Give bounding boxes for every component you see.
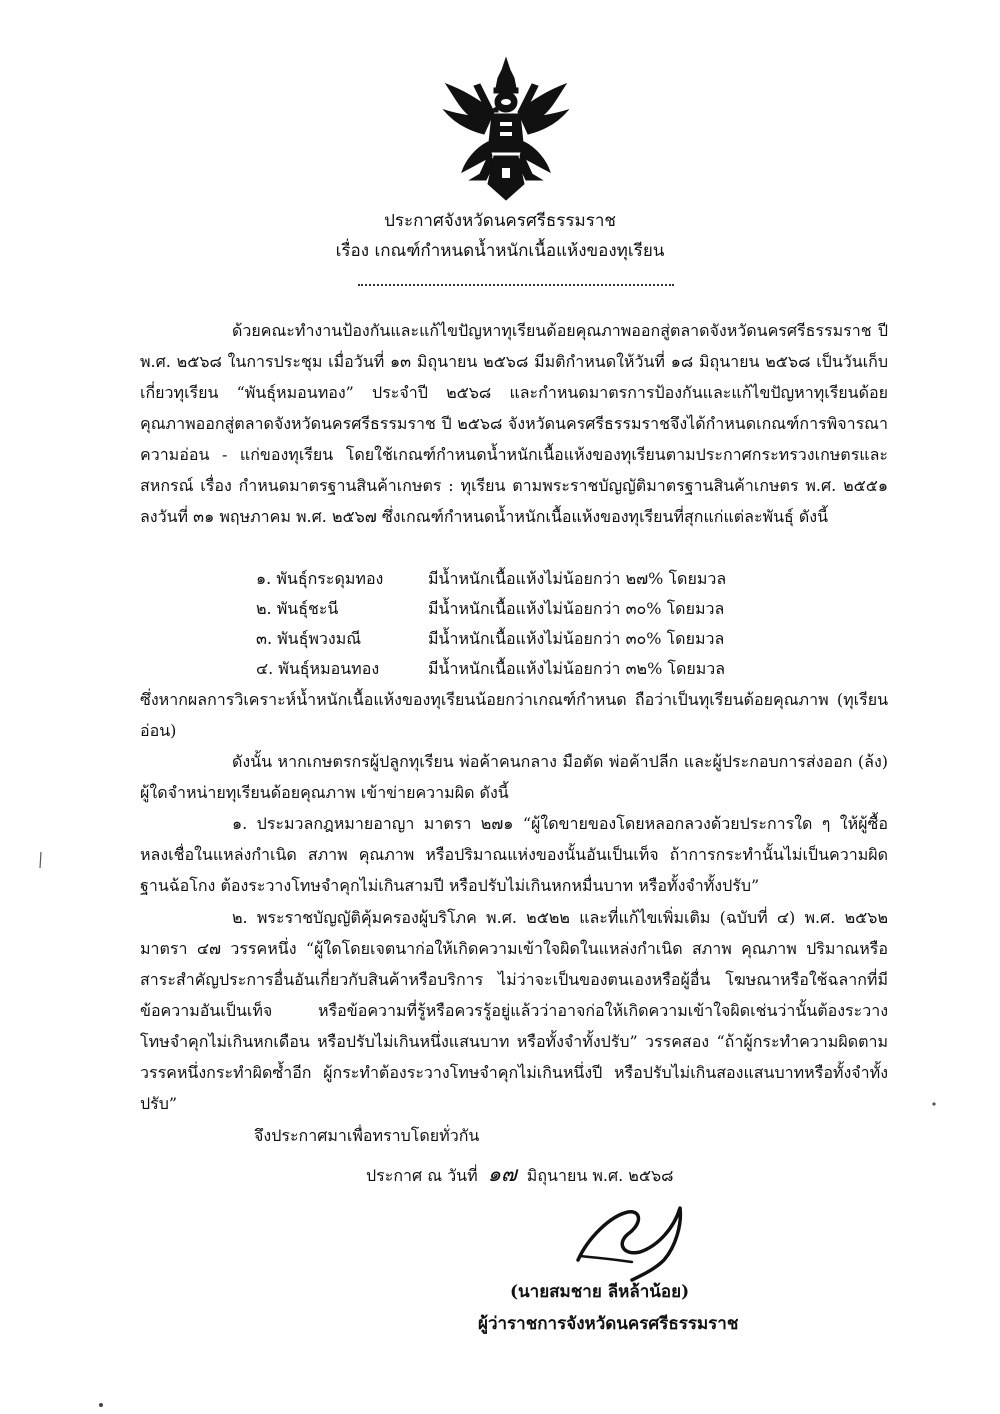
- subject-title: เรื่อง เกณฑ์กำหนดน้ำหนักเนื้อแห้งของทุเรียน: [335, 241, 665, 261]
- dateline: [366, 1160, 673, 1190]
- dateline-day: ๑๗: [487, 1162, 517, 1186]
- scan-speck: [930, 1100, 938, 1108]
- issuer-title: ประกาศจังหวัดนครศรีธรรมราช: [384, 211, 616, 231]
- variety-name: ๔. พันธุ์หมอนทอง: [256, 659, 380, 678]
- scan-speck: [96, 1400, 106, 1410]
- list-item: [256, 594, 816, 624]
- list-item: [256, 564, 816, 594]
- dateline-month-year: มิถุนายน พ.ศ. ๒๕๖๘: [526, 1166, 674, 1185]
- variety-criterion: มีน้ำหนักเนื้อแห้งไม่น้อยกว่า ๓๒% โดยมวล: [428, 659, 726, 678]
- variety-criterion: มีน้ำหนักเนื้อแห้งไม่น้อยกว่า ๓๐% โดยมวล: [428, 599, 725, 618]
- variety-name: ๒. พันธุ์ชะนี: [256, 599, 339, 618]
- variety-criterion: มีน้ำหนักเนื้อแห้งไม่น้อยกว่า ๒๗% โดยมวล: [428, 569, 727, 588]
- variety-criteria-list: [256, 564, 816, 684]
- handwritten-signature: [570, 1190, 698, 1282]
- variety-name: ๑. พันธุ์กระดุมทอง: [256, 569, 384, 588]
- criminal-code-paragraph: ๑. ประมวลกฎหมายอาญา มาตรา ๒๗๑ “ผู้ใดขายของโดยหลอกลวงด้วยประการใด ๆ ให้ผู้ซื้อหลงเชื่อในแหล่งกำเนิด สภาพ คุณภาพ หรือปริมาณแห่งของนั้นอันเป็นเท็จ ถ้าการกระทำนั้นไม่เป็นความผิดฐานฉ้อโกง ต้องระวางโทษจำคุกไม่เกินสามปี หรือปรับไม่เกินหกหมื่นบาท หรือทั้งจำทั้งปรับ”: [140, 814, 888, 895]
- dateline-prefix: ประกาศ ณ วันที่: [366, 1166, 478, 1185]
- consumer-protection-paragraph: ๒. พระราชบัญญัติคุ้มครองผู้บริโภค พ.ศ. ๒๕๒๒ และที่แก้ไขเพิ่มเติม (ฉบับที่ ๔) พ.ศ. ๒๕๖๒ มาตรา ๔๗ วรรคหนึ่ง “ผู้ใดโดยเจตนาก่อให้เกิดความเข้าใจผิดในแหล่งกำเนิด สภาพ คุณภาพ ปริมาณหรือสาระสำคัญประการอื่นอันเกี่ยวกับสินค้าหรือบริการ ไม่ว่าจะเป็นของตนเองหรือผู้อื่น โฆษณาหรือใช้ฉลากที่มีข้อความอันเป็นเท็จ หรือข้อความที่รู้หรือควรรู้อยู่แล้วว่าอาจก่อให้เกิดความเข้าใจผิดเช่นว่านั้นต้องระวางโทษจำคุกไม่เกินหกเดือน หรือปรับไม่เกินหนึ่งแสนบาท หรือทั้งจำทั้งปรับ” วรรคสอง “ถ้าผู้กระทำความผิดตามวรรคหนึ่งกระทำผิดซ้ำอีก ผู้กระทำต้องระวางโทษจำคุกไม่เกินหนึ่งปี หรือปรับไม่เกินสองแสนบาทหรือทั้งจำทั้งปรับ”: [140, 908, 888, 1113]
- variety-criterion: มีน้ำหนักเนื้อแห้งไม่น้อยกว่า ๓๐% โดยมวล: [428, 629, 725, 648]
- offense-intro-paragraph: ดังนั้น หากเกษตรกรผู้ปลูกทุเรียน พ่อค้าคนกลาง มือตัด พ่อค้าปลีก และผู้ประกอบการส่งออก (ล้ง) ผู้ใดจำหน่ายทุเรียนด้อยคุณภาพ เข้าข่ายความผิด ดังนี้: [140, 752, 888, 802]
- intro-paragraph: ด้วยคณะทำงานป้องกันและแก้ไขปัญหาทุเรียนด้อยคุณภาพออกสู่ตลาดจังหวัดนครศรีธรรมราช ปี พ.ศ. ๒๕๖๘ ในการประชุม เมื่อวันที่ ๑๓ มิถุนายน ๒๕๖๘ มีมติกำหนดให้วันที่ ๑๘ มิถุนายน ๒๕๖๘ เป็นวันเก็บเกี่ยวทุเรียน “พันธุ์หมอนทอง” ประจำปี ๒๕๖๘ และกำหนดมาตรการป้องกันและแก้ไขปัญหาทุเรียนด้อยคุณภาพออกสู่ตลาดจังหวัดนครศรีธรรมราช ปี ๒๕๖๘ จังหวัดนครศรีธรรมราชจึงได้กำหนดเกณฑ์การพิจารณาความอ่อน - แก่ของทุเรียน โดยใช้เกณฑ์กำหนดน้ำหนักเนื้อแห้งของทุเรียนตามประกาศกระทรวงเกษตรและสหกรณ์ เรื่อง กำหนดมาตรฐานสินค้าเกษตร : ทุเรียน ตามพระราชบัญญัติมาตรฐานสินค้าเกษตร พ.ศ. ๒๕๕๑ ลงวันที่ ๓๑ พฤษภาคม พ.ศ. ๒๕๖๗ ซึ่งเกณฑ์กำหนดน้ำหนักเนื้อแห้งของทุเรียนที่สุกแก่แต่ละพันธุ์ ดังนี้: [140, 321, 888, 526]
- list-item: [256, 624, 816, 654]
- signer-position: ผู้ว่าราชการจังหวัดนครศรีธรรมราช: [478, 1314, 739, 1334]
- closing-statement: จึงประกาศมาเพื่อทราบโดยทั่วกัน: [254, 1126, 480, 1145]
- quality-paragraph: ซึ่งหากผลการวิเคราะห์น้ำหนักเนื้อแห้งของทุเรียนน้อยกว่าเกณฑ์กำหนด ถือว่าเป็นทุเรียนด้อยคุณภาพ (ทุเรียนอ่อน): [140, 690, 888, 740]
- list-item: [256, 654, 816, 684]
- signer-name: (นายสมชาย ลีหล้าน้อย): [510, 1282, 690, 1302]
- variety-name: ๓. พันธุ์พวงมณี: [256, 629, 362, 648]
- garuda-emblem: [440, 56, 572, 206]
- scan-speck: [38, 850, 44, 870]
- dotted-separator: [358, 284, 674, 286]
